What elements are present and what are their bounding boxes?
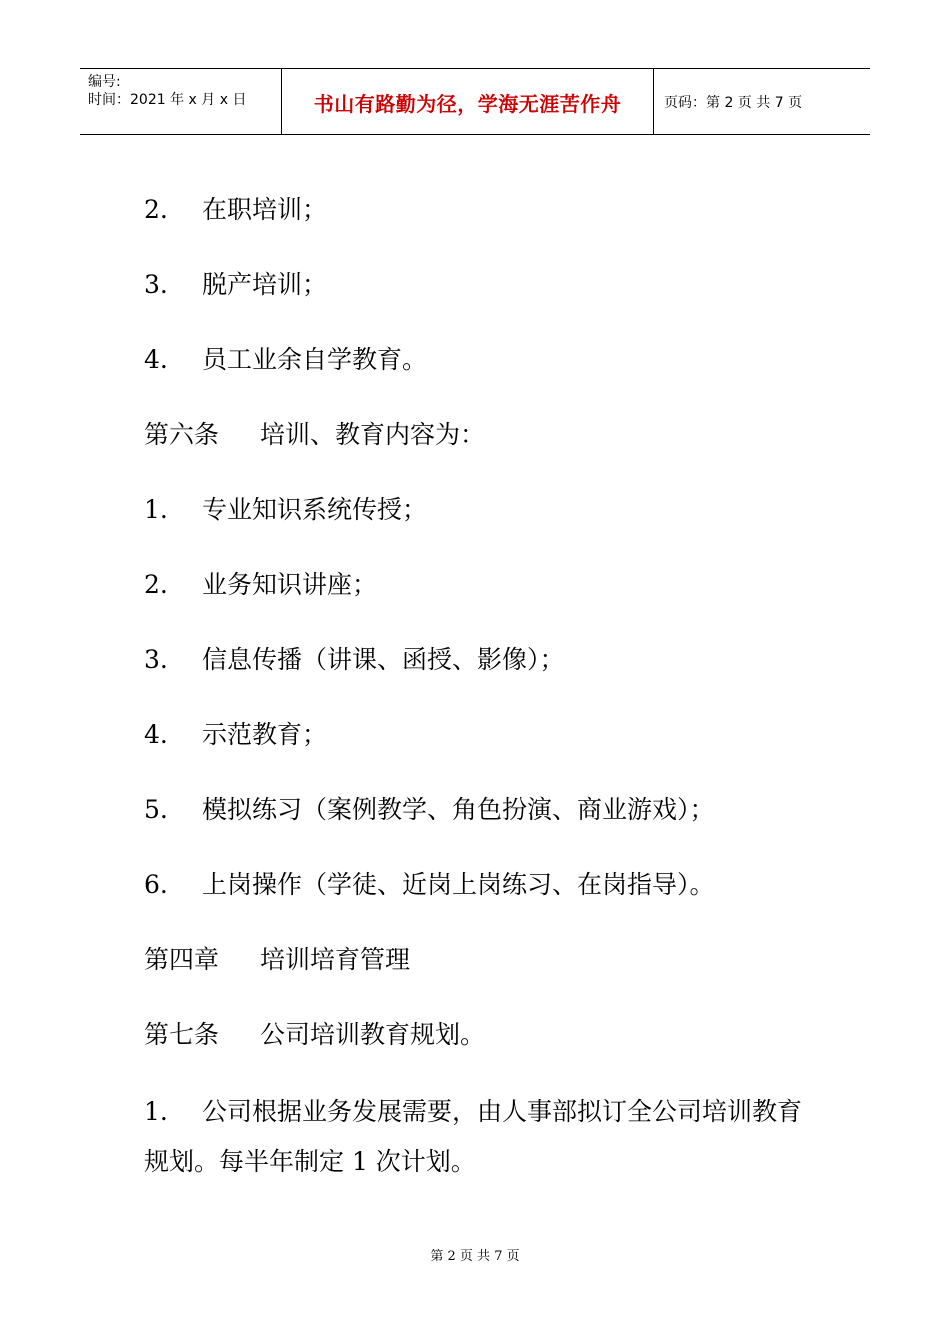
- list-item-text: 脱产培训；: [202, 270, 328, 299]
- list-item-number: 1.: [144, 1097, 168, 1126]
- chapter-label: 第四章: [144, 945, 220, 974]
- list-item: [144, 865, 715, 905]
- list-item: [144, 190, 327, 230]
- list-item-number: 2.: [144, 195, 168, 224]
- document-number-label: 编号:: [88, 74, 121, 90]
- document-time-label: 时间：2021 年 x 月 x 日: [88, 92, 247, 108]
- footer-page-number: 第 2 页 共 7 页: [430, 1249, 520, 1264]
- list-item-number: 2.: [144, 570, 168, 599]
- list-item-text: 信息传播（讲课、函授、影像）；: [202, 645, 565, 674]
- article-heading: [144, 415, 485, 455]
- article-title: 公司培训教育规划。: [260, 1020, 486, 1049]
- list-item-number: 4.: [144, 345, 168, 374]
- list-item: [144, 640, 565, 680]
- list-item: [144, 1087, 814, 1187]
- article-title: 培训、教育内容为：: [260, 420, 486, 449]
- list-item-text: 员工业余自学教育。: [202, 345, 428, 374]
- chapter-heading: [144, 940, 410, 980]
- list-item-number: 4.: [144, 720, 168, 749]
- list-item-text: 业务知识讲座；: [202, 570, 378, 599]
- motto-text: 书山有路勤为径，学海无涯苦作舟: [313, 92, 622, 116]
- list-item-number: 3.: [144, 270, 168, 299]
- article-label: 第六条: [144, 420, 220, 449]
- list-item: [144, 790, 715, 830]
- list-item-number: 6.: [144, 870, 168, 899]
- list-item-text: 公司根据业务发展需要，由人事部拟订全公司培训教育规划。每半年制定 1 次计划。: [144, 1097, 803, 1176]
- article-heading: [144, 1015, 485, 1055]
- list-item-text: 上岗操作（学徒、近岗上岗练习、在岗指导）。: [202, 870, 715, 899]
- list-item: [144, 265, 327, 305]
- list-item: [144, 715, 327, 755]
- list-item: [144, 565, 377, 605]
- list-item-text: 模拟练习（案例教学、角色扮演、商业游戏）；: [202, 795, 715, 824]
- list-item-text: 在职培训；: [202, 195, 328, 224]
- page-info-text: 页码：第 2 页 共 7 页: [664, 94, 803, 111]
- article-label: 第七条: [144, 1020, 220, 1049]
- page-footer: [0, 1245, 950, 1264]
- header-meta: [80, 69, 282, 134]
- page-header: [80, 68, 870, 135]
- list-item-number: 3.: [144, 645, 168, 674]
- list-item-text: 示范教育；: [202, 720, 328, 749]
- list-item: [144, 490, 427, 530]
- list-item-number: 1.: [144, 495, 168, 524]
- header-page-info: [654, 69, 870, 134]
- list-item-number: 5.: [144, 795, 168, 824]
- list-item-text: 专业知识系统传授；: [202, 495, 428, 524]
- header-motto: [282, 69, 654, 134]
- chapter-title: 培训培育管理: [260, 945, 411, 974]
- list-item: [144, 340, 427, 380]
